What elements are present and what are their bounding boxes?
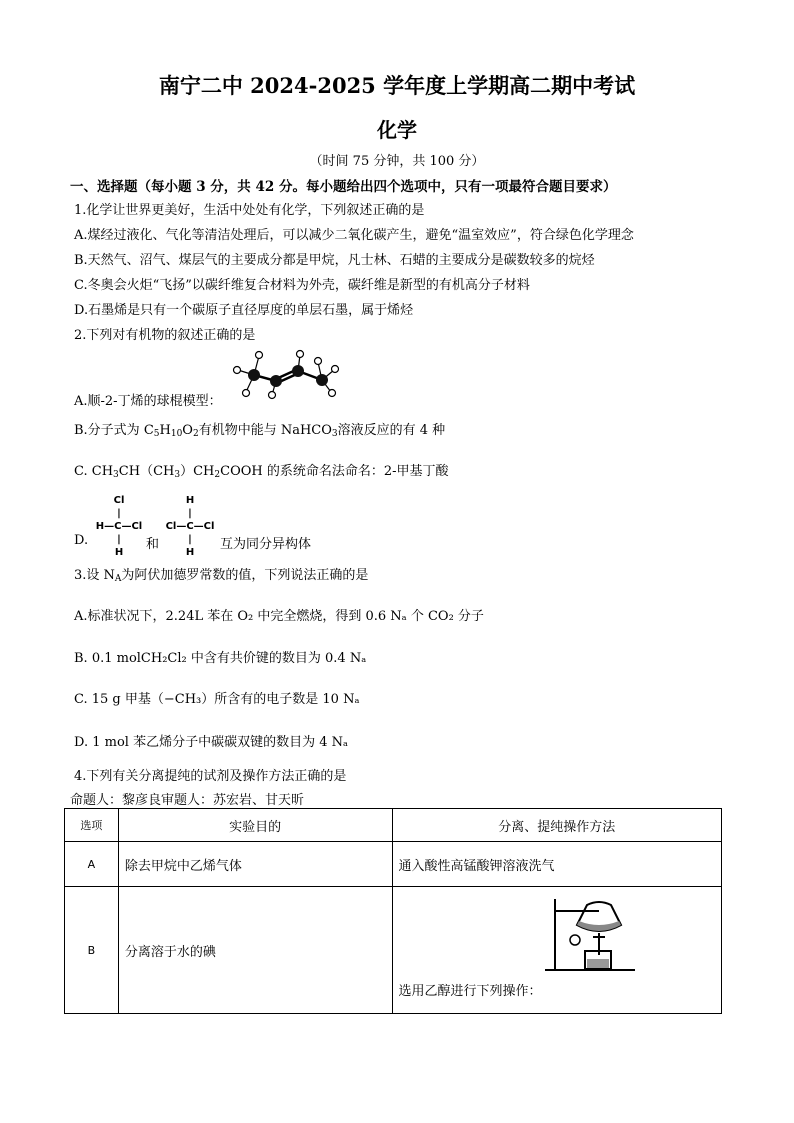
separation-methods-table bbox=[64, 808, 722, 1014]
section-heading: 一、选择题（每小题 3 分，共 42 分。每小题给出四个选项中，只有一项最符合题目要求） bbox=[70, 179, 617, 195]
table-header-purpose: 实验目的 bbox=[118, 809, 392, 842]
q2-stem: 2.下列对有机物的叙述正确的是 bbox=[74, 328, 256, 343]
row-purpose: 分离溶于水的碘 bbox=[118, 887, 392, 1014]
q1-option-d: D.石墨烯是只有一个碳原子直径厚度的单层石墨，属于烯烃 bbox=[74, 303, 414, 318]
dichloromethane-structure-1: Cl | H—C—Cl | H bbox=[95, 495, 143, 558]
q2-option-d-and: 和 bbox=[146, 537, 160, 552]
table-header-option: 选项 bbox=[65, 809, 119, 842]
q2-option-b: B.分子式为 $C_5H_{10}O_2$有机物中能与 NaHCO$_3$溶液反应的有 4 种 bbox=[74, 423, 446, 439]
row-option: B bbox=[65, 887, 119, 1014]
q1-option-c: C.冬奥会火炬“飞扬”以碳纤维复合材料为外壳，碳纤维是新型的有机高分子材料 bbox=[74, 278, 530, 293]
row-purpose: 除去甲烷中乙烯气体 bbox=[118, 842, 392, 887]
table-row bbox=[65, 887, 722, 1014]
q2-option-d-text: 互为同分异构体 bbox=[220, 537, 312, 552]
exam-title: 南宁二中 2024-2025 学年度上学期高二期中考试 bbox=[158, 73, 636, 98]
q3-option-d: D. 1 mol 苯乙烯分子中碳碳双键的数目为 4 Nₐ bbox=[74, 735, 348, 750]
row-method: 通入酸性高锰酸钾溶液洗气 bbox=[392, 842, 721, 887]
row-method-cell bbox=[392, 887, 721, 1014]
q1-option-a: A.煤经过液化、气化等清洁处理后，可以减少二氧化碳产生，避免“温室效应”，符合绿色化学理念 bbox=[74, 228, 634, 243]
q3-option-a: A.标准状况下，2.24L 苯在 O₂ 中完全燃烧，得到 0.6 Nₐ 个 CO₂ 分子 bbox=[74, 609, 484, 624]
table-row bbox=[65, 842, 722, 887]
cis-2-butene-ball-stick-model bbox=[232, 348, 342, 400]
q1-option-b: B.天然气、沼气、煤层气的主要成分都是甲烷，凡士林、石蜡的主要成分是碳数较多的烷烃 bbox=[74, 253, 595, 268]
q2-option-d-label: D. bbox=[74, 533, 89, 548]
q2-option-c: C. $CH_3CH(CH_3)CH_2COOH$ 的系统命名法命名：2-甲基丁酸 bbox=[74, 464, 449, 480]
q3-option-b: B. 0.1 molCH₂Cl₂ 中含有共价键的数目为 0.4 Nₐ bbox=[74, 651, 367, 666]
table-header-row bbox=[65, 809, 722, 842]
dichloromethane-structure-2: H | Cl—C—Cl | H bbox=[165, 495, 215, 558]
q3-stem: 3.设 $N_A$为阿伏加德罗常数的值，下列说法正确的是 bbox=[74, 568, 369, 584]
row-option: A bbox=[65, 842, 119, 887]
exam-authors: 命题人：黎彦良审题人：苏宏岩、甘天昕 bbox=[70, 793, 305, 808]
q4-stem: 4.下列有关分离提纯的试剂及操作方法正确的是 bbox=[74, 769, 347, 784]
row-method: 选用乙醇进行下列操作： bbox=[398, 984, 542, 999]
q2-option-a: A.顺-2-丁烯的球棍模型： bbox=[74, 394, 222, 409]
table-header-method: 分离、提纯操作方法 bbox=[392, 809, 721, 842]
q1-stem: 1.化学让世界更美好，生活中处处有化学，下列叙述正确的是 bbox=[74, 203, 425, 218]
subject-title: 化学 bbox=[377, 118, 417, 142]
separatory-funnel-apparatus-icon bbox=[543, 895, 639, 977]
time-info: （时间 75 分钟，共 100 分） bbox=[309, 154, 485, 169]
q3-option-c: C. 15 g 甲基（−CH₃）所含有的电子数是 10 Nₐ bbox=[74, 692, 360, 707]
